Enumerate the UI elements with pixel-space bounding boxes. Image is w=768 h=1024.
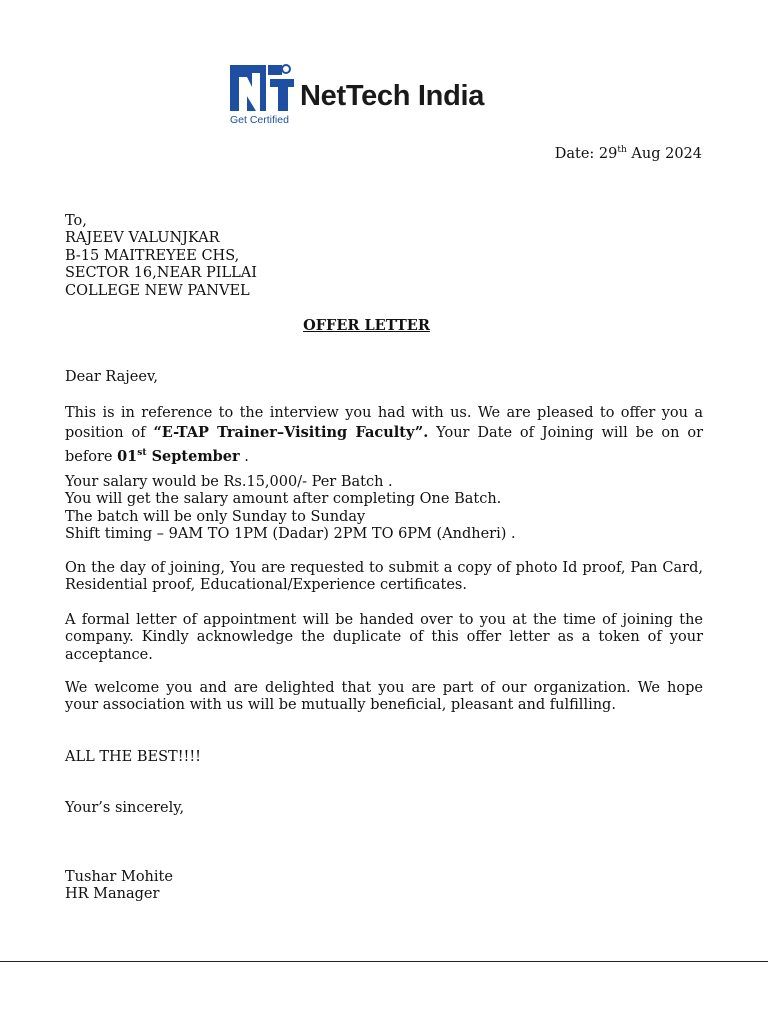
appointment-paragraph: A formal letter of appointment will be handed over to you at the time of joining the company. Kindly acknowledge the duplicate of this offer letter as a token of your acceptance. xyxy=(65,612,703,663)
signatory-designation: HR Manager xyxy=(65,886,160,903)
letter-title: OFFER LETTER xyxy=(303,317,430,334)
brand-tagline: Get Certified xyxy=(230,114,289,126)
letter-date xyxy=(555,145,702,162)
joining-date xyxy=(117,448,240,465)
salutation: Dear Rajeev, xyxy=(65,369,159,385)
welcome-paragraph: We welcome you and are delighted that you are part of our organization. We hope your association with us will be mutually beneficial, pleasant and fulfilling. xyxy=(65,680,703,714)
address-line: B-15 MAITREYEE CHS, xyxy=(65,247,240,264)
recipient-block xyxy=(65,213,703,300)
to-label: To, xyxy=(65,213,87,229)
footer-divider xyxy=(0,961,768,962)
date-rest: Aug 2024 xyxy=(626,145,702,162)
address-line: SECTOR 16,NEAR PILLAI xyxy=(65,265,257,282)
address-line: COLLEGE NEW PANVEL xyxy=(65,282,250,299)
terms-block xyxy=(65,474,703,544)
documents-paragraph: On the day of joining, You are requested to submit a copy of photo Id proof, Pan Card, Residential proof, Educational/Experience certificates. xyxy=(65,560,703,594)
intro-end: . xyxy=(239,448,249,465)
nti-logo-mark-icon xyxy=(230,63,296,113)
joining-day: 01 xyxy=(117,447,138,465)
intro-text-joining: Your Date of Joining will be on or before xyxy=(65,425,703,465)
brand-name: NetTech India xyxy=(300,80,485,112)
batch-line: The batch will be only Sunday to Sunday xyxy=(65,508,366,525)
date-prefix: Date: 29 xyxy=(554,145,618,162)
intro-paragraph xyxy=(65,403,703,467)
payment-line: You will get the salary amount after completing One Batch. xyxy=(65,491,502,508)
salary-line: Your salary would be Rs.15,000/- Per Batch . xyxy=(65,474,393,490)
best-wishes: ALL THE BEST!!!! xyxy=(65,749,202,765)
recipient-name: RAJEEV VALUNJKAR xyxy=(65,230,220,247)
nettech-logo xyxy=(230,63,530,127)
intro-text: This is in reference to the interview you had with us. We are pleased to offer you a position of xyxy=(65,405,703,441)
signatory-block xyxy=(65,869,703,904)
closing: Your’s sincerely, xyxy=(65,800,185,816)
signatory-name: Tushar Mohite xyxy=(65,869,173,885)
joining-ordinal: st xyxy=(137,448,147,458)
joining-month: September xyxy=(146,447,240,465)
date-ordinal: th xyxy=(617,145,627,155)
position-title: “E-TAP Trainer–Visiting Faculty”. xyxy=(153,424,429,441)
shift-line: Shift timing – 9AM TO 1PM (Dadar) 2PM TO 6PM (Andheri) . xyxy=(65,526,516,543)
